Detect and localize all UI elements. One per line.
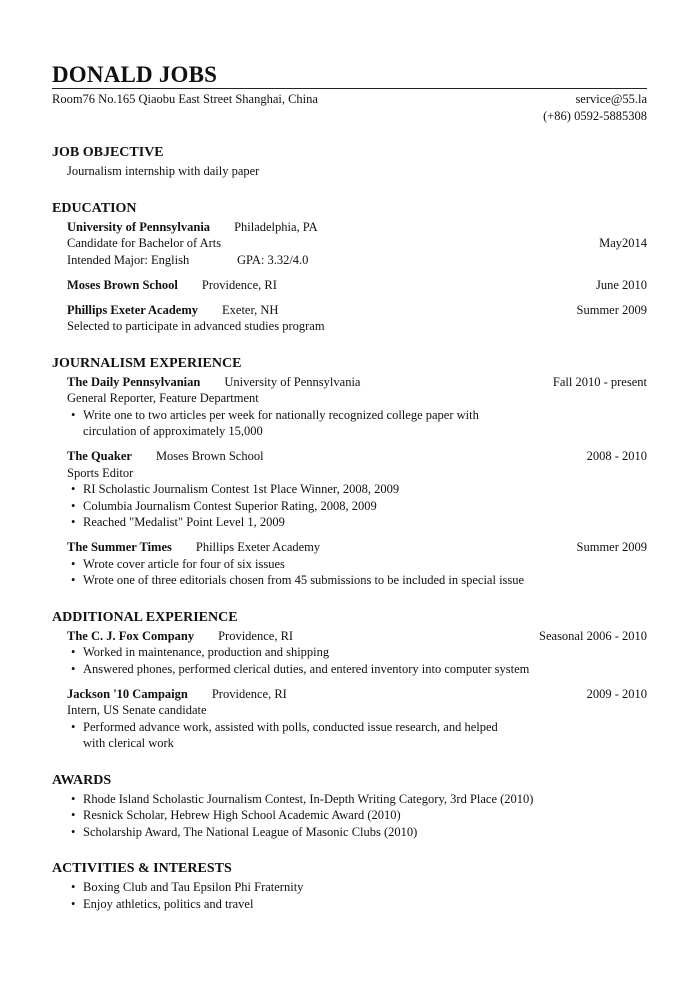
entry-title: The C. J. Fox Company (67, 628, 195, 643)
entry (52, 628, 647, 678)
entry-line-text: Selected to participate in advanced studies program (67, 319, 325, 333)
bullet-icon: • (71, 661, 76, 676)
bullet-text: Reached "Medalist" Point Level 1, 2009 (83, 515, 285, 529)
bullet-icon: • (71, 482, 76, 496)
entry-title: Jackson '10 Campaign (67, 686, 188, 701)
entry-title: The Daily Pennsylvanian (67, 374, 201, 389)
entry-title-group (67, 686, 287, 703)
bullet-text: Write one to two articles per week for nationally recognized college paper with circulation of approximately 15,000 (83, 407, 479, 438)
bullet-icon: • (71, 515, 76, 529)
objective-text (52, 163, 647, 180)
entry-header (52, 686, 647, 703)
bullet-icon: • (71, 896, 76, 911)
bullet-icon: • (71, 880, 76, 894)
entry (52, 219, 647, 269)
entry-location: Moses Brown School (155, 449, 264, 463)
bullet-item (52, 572, 603, 589)
bullet-icon: • (71, 556, 76, 571)
entry-title-group (67, 539, 320, 556)
bullet-text: Resnick Scholar, Hebrew High School Academic Award (2010) (83, 808, 401, 822)
bullet-text: Wrote one of three editorials chosen from 45 submissions to be included in special issue (83, 573, 525, 587)
bullet-item (52, 896, 603, 913)
section-additional-experience (52, 609, 647, 752)
entry-header (52, 539, 647, 556)
entry-line (52, 465, 647, 482)
bullet-text: Worked in maintenance, production and shipping (83, 645, 330, 659)
entry-line (52, 252, 647, 269)
bullet-icon: • (71, 407, 76, 422)
bullet-icon: • (71, 645, 76, 659)
entry-location: Exeter, NH (222, 302, 279, 317)
entry (52, 277, 647, 294)
entry-location: Providence, RI (218, 628, 294, 643)
bullet-item (52, 644, 603, 661)
bullet-item (52, 556, 603, 573)
bullet-item (52, 407, 503, 440)
bullet-text: Scholarship Award, The National League of Masonic Clubs (2010) (83, 824, 418, 839)
entry-title-group (67, 302, 278, 319)
entry-title-group (67, 374, 360, 391)
entry-date: Fall 2010 - present (552, 374, 647, 389)
section-heading: ACTIVITIES & INTERESTS (52, 861, 232, 876)
entry-title: Moses Brown School (67, 277, 178, 292)
bullet-text: Answered phones, performed clerical duties, and entered inventory into computer system (83, 661, 530, 676)
entry-date: Summer 2009 (576, 302, 647, 317)
entry-location: Providence, RI (211, 686, 287, 701)
entry-title-group (67, 219, 318, 236)
bullet-text: Boxing Club and Tau Epsilon Phi Fraternity (83, 880, 304, 894)
phone-row (52, 108, 647, 125)
bullet-item (52, 719, 503, 752)
entry-line-text: Intended Major: English (67, 252, 190, 267)
entry-header (52, 277, 647, 294)
bullet-text: Rhode Island Scholastic Journalism Contest, In-Depth Writing Category, 3rd Place (2010) (83, 791, 534, 806)
section-education (52, 200, 647, 335)
entry-line (52, 235, 647, 252)
entry-line (52, 318, 647, 335)
entry-location: Philadelphia, PA (234, 219, 318, 234)
bullet-item (52, 879, 603, 896)
bullet-text: Wrote cover article for four of six issues (83, 556, 285, 571)
bullet-text: RI Scholastic Journalism Contest 1st Place Winner, 2008, 2009 (83, 482, 400, 496)
section-heading: EDUCATION (52, 200, 137, 216)
entry-line (52, 390, 647, 407)
entry-date: 2009 - 2010 (586, 686, 647, 701)
section-heading: AWARDS (52, 772, 112, 788)
section-awards (52, 772, 647, 841)
entry-line-text: Intern, US Senate candidate (67, 703, 207, 717)
bullet-icon: • (71, 498, 76, 513)
entry-date: June 2010 (595, 277, 647, 292)
candidate-name: DONALD JOBS (52, 62, 647, 89)
entry-header (52, 448, 647, 465)
entry-title: The Summer Times (67, 540, 172, 554)
entry-location: University of Pennsylvania (224, 374, 361, 389)
entry-line-text: Sports Editor (67, 465, 134, 480)
bullet-item (52, 824, 603, 841)
entry (52, 448, 647, 531)
bullet-text: Enjoy athletics, politics and travel (83, 896, 254, 911)
bullet-icon: • (71, 573, 76, 587)
objective: Journalism internship with daily paper (67, 164, 260, 178)
bullet-text: Columbia Journalism Contest Superior Rating, 2008, 2009 (83, 498, 377, 513)
bullet-icon: • (71, 824, 76, 839)
entry-line-text: General Reporter, Feature Department (67, 391, 259, 405)
entry-header (52, 302, 647, 319)
entry (52, 539, 647, 589)
entry-title: University of Pennsylvania (67, 219, 211, 234)
bullet-text: Performed advance work, assisted with polls, conducted issue research, and helped with clerical work (83, 719, 498, 750)
entry-header (52, 374, 647, 391)
entry-title: Phillips Exeter Academy (67, 302, 199, 317)
entry-line-extra: GPA: 3.32/4.0 (237, 252, 309, 267)
email: service@55.la (575, 92, 647, 106)
bullet-icon: • (71, 719, 76, 734)
phone: (+86) 0592-5885308 (543, 108, 647, 123)
bullet-item (52, 481, 503, 498)
entry-location: Providence, RI (201, 277, 277, 292)
entry-header (52, 219, 647, 236)
entry-title-group (67, 448, 264, 465)
entry-line-date: May2014 (599, 236, 647, 250)
section-heading: JOB OBJECTIVE (52, 145, 164, 160)
bullet-item (52, 791, 603, 808)
entry-line (52, 702, 647, 719)
section-job-objective (52, 144, 647, 180)
bullet-item (52, 498, 503, 515)
entry (52, 302, 647, 335)
section-activities-interests (52, 860, 647, 912)
bullet-item (52, 807, 603, 824)
section-heading: ADDITIONAL EXPERIENCE (52, 609, 238, 625)
section-heading: JOURNALISM EXPERIENCE (52, 355, 242, 371)
contact-row (52, 91, 647, 108)
address: Room76 No.165 Qiaobu East Street Shanghai, China (52, 92, 318, 106)
entry-date: Seasonal 2006 - 2010 (539, 628, 647, 643)
entry (52, 686, 647, 752)
entry (52, 374, 647, 440)
entry-title: The Quaker (67, 449, 132, 463)
entry-line-text: Candidate for Bachelor of Arts (67, 236, 222, 250)
entry-date: 2008 - 2010 (586, 449, 647, 463)
entry-title-group (67, 628, 293, 645)
entry-location: Phillips Exeter Academy (195, 540, 321, 554)
resume-page (52, 62, 647, 912)
bullet-icon: • (71, 791, 76, 806)
bullet-icon: • (71, 808, 76, 822)
entry-title-group (67, 277, 277, 294)
entry-header (52, 628, 647, 645)
sections (52, 144, 647, 912)
bullet-item (52, 514, 503, 531)
entry-date: Summer 2009 (576, 540, 647, 554)
bullet-item (52, 661, 603, 678)
section-journalism-experience (52, 355, 647, 589)
